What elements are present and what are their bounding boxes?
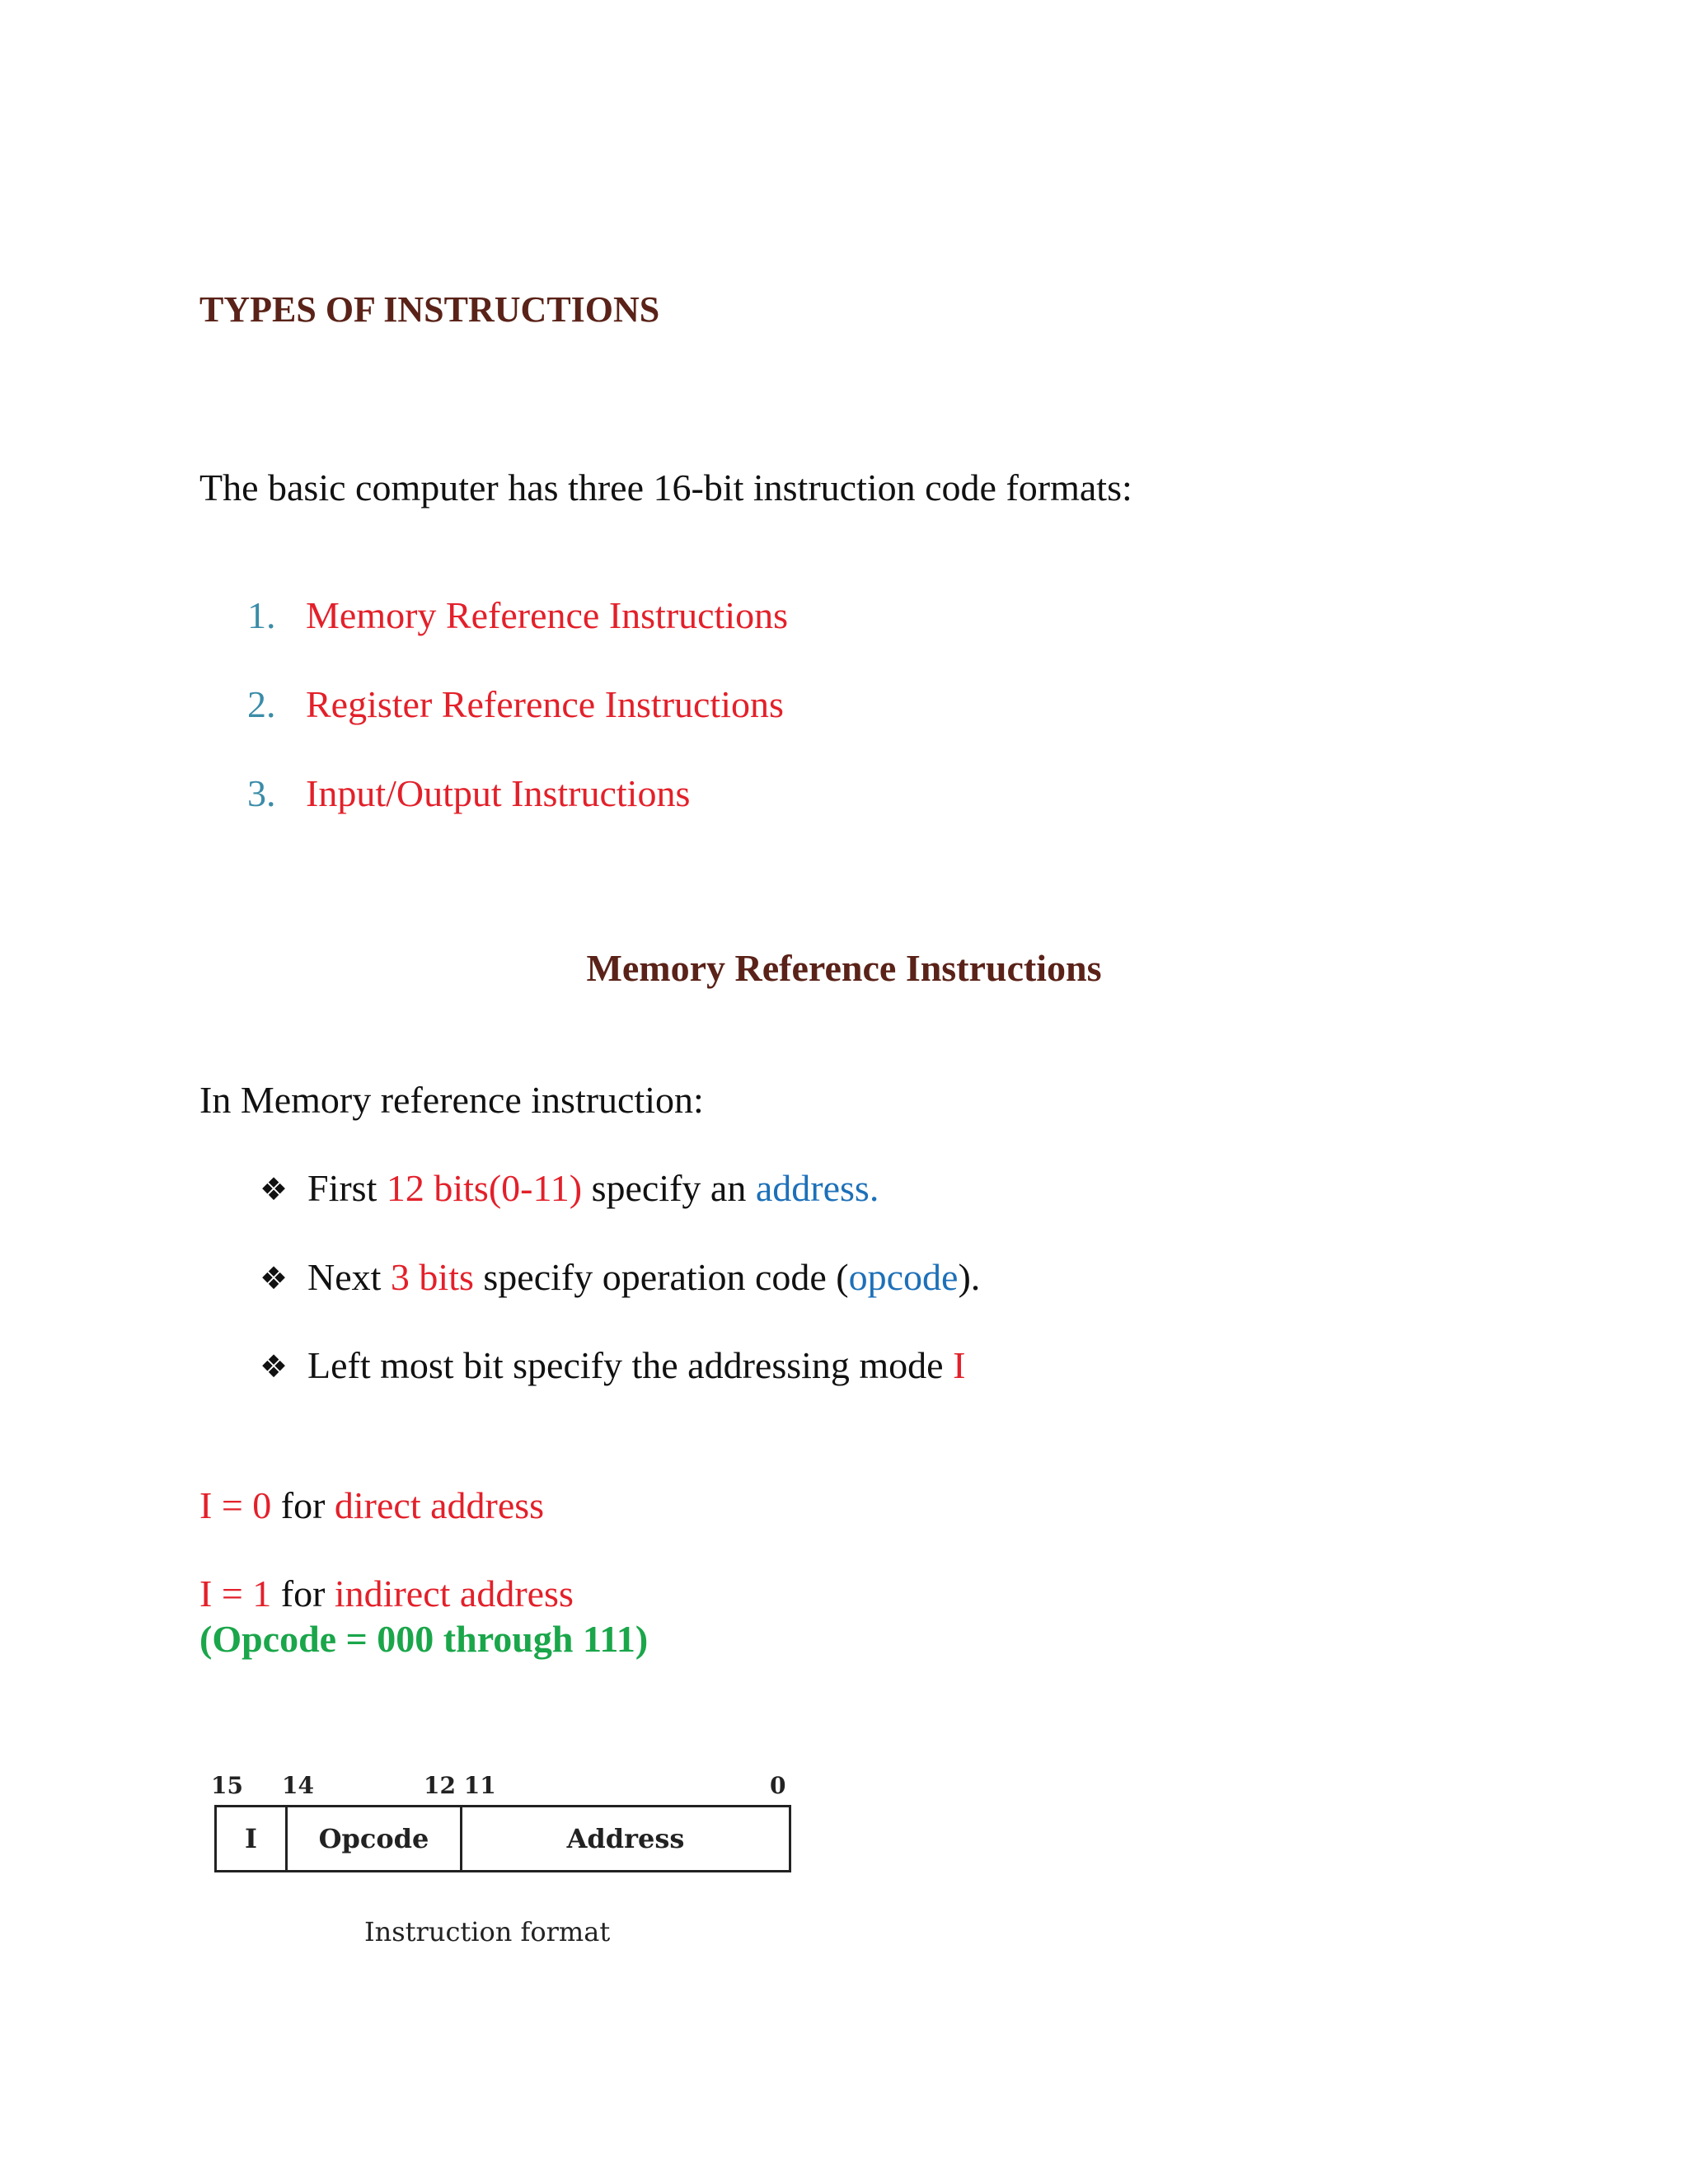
opcode-note: (Opcode = 000 through 111)	[199, 1618, 649, 1660]
list-label: Memory Reference Instructions	[306, 594, 789, 636]
mode-direct	[199, 1483, 544, 1527]
list-number: 2.	[247, 683, 276, 725]
bullet-text: Next	[307, 1256, 391, 1298]
mode-for: for	[271, 1484, 335, 1526]
mode-description: indirect address	[334, 1572, 574, 1615]
bullet-highlight: 12 bits(0-11)	[386, 1167, 583, 1209]
list-number: 1.	[247, 594, 276, 636]
page-title: TYPES OF INSTRUCTIONS	[199, 289, 660, 330]
bullet-text: specify operation code (	[473, 1256, 849, 1298]
bullet-highlight: I	[953, 1344, 966, 1386]
format-box	[214, 1805, 791, 1872]
bullet-text: First	[307, 1167, 387, 1209]
bullet-highlight: opcode	[848, 1256, 959, 1298]
instruction-format-diagram	[206, 1772, 799, 1970]
mode-equation: I = 1	[199, 1572, 272, 1615]
bullet-text: specify an	[582, 1167, 756, 1209]
bullet-text: Left most bit specify the addressing mode	[307, 1344, 954, 1386]
mode-indirect	[199, 1572, 574, 1615]
bullet-highlight: 3 bits	[390, 1256, 474, 1298]
bullet-diamond-icon: ❖	[260, 1348, 288, 1385]
mode-for: for	[271, 1572, 335, 1615]
intro-paragraph: The basic computer has three 16-bit instruction code formats:	[199, 466, 1132, 509]
mode-description: direct address	[334, 1484, 545, 1526]
bit-label-12-11: 12 11	[424, 1772, 496, 1799]
diagram-caption: Instruction format	[364, 1916, 611, 1947]
list-label: Input/Output Instructions	[306, 772, 691, 814]
subintro-paragraph: In Memory reference instruction:	[199, 1079, 704, 1121]
section-heading: Memory Reference Instructions	[586, 947, 1102, 989]
bit-label-14: 14	[282, 1772, 314, 1799]
mode-equation: I = 0	[199, 1484, 272, 1526]
bullet-diamond-icon: ❖	[260, 1171, 288, 1207]
bullet-highlight: address.	[755, 1167, 879, 1209]
bullet-text: ).	[958, 1256, 981, 1298]
field-address: Address	[566, 1823, 685, 1854]
bit-label-15: 15	[211, 1772, 243, 1799]
bullet-diamond-icon: ❖	[260, 1260, 288, 1296]
list-label: Register Reference Instructions	[306, 683, 784, 725]
bit-label-0: 0	[770, 1772, 786, 1799]
list-number: 3.	[247, 772, 276, 814]
field-i: I	[217, 1807, 288, 1870]
field-opcode: Opcode	[288, 1807, 462, 1870]
